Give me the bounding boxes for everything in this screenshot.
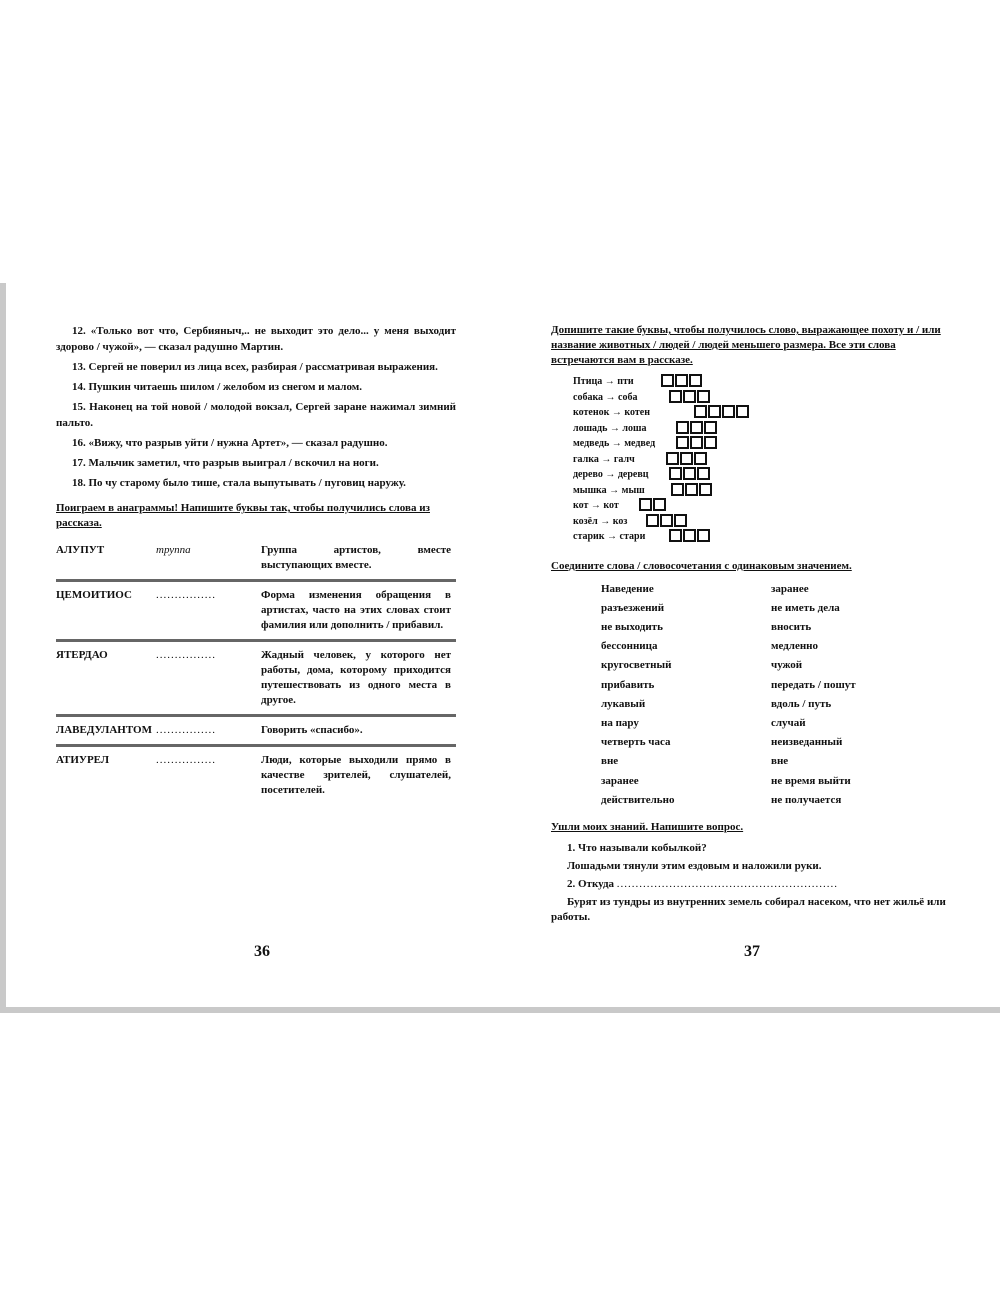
letter-box[interactable] — [669, 390, 682, 403]
match-row — [551, 733, 956, 752]
letter-box-row — [551, 452, 956, 468]
match-left: действительно — [601, 793, 675, 806]
match-list — [551, 580, 956, 810]
letter-box-row — [551, 390, 956, 406]
letter-box[interactable] — [646, 514, 659, 527]
letter-box-word: котенок → котен — [573, 407, 650, 418]
match-right: чужой — [771, 659, 803, 672]
letter-box[interactable] — [669, 467, 682, 480]
match-row — [551, 791, 956, 810]
letter-box[interactable] — [694, 405, 707, 418]
letter-box-word: кот → кот — [573, 500, 619, 511]
match-row — [551, 695, 956, 714]
question-2-blank: ........................................................... — [616, 877, 839, 890]
anagram-answer-blank: ................ — [156, 754, 216, 766]
anagram-row — [56, 714, 456, 744]
letter-box[interactable] — [639, 498, 652, 511]
letter-box-word: галка → галч — [573, 453, 635, 465]
left-page-number: 36 — [254, 943, 270, 960]
letter-box-word: собака → соба — [573, 391, 638, 403]
match-left: прибавить — [601, 678, 655, 691]
questions-task-heading: Ушли моих знаний. Напишите вопрос. — [551, 820, 744, 833]
question-2-prefix: 2. Откуда — [567, 877, 615, 890]
match-left: на пару — [601, 716, 639, 729]
letter-box[interactable] — [669, 529, 682, 542]
match-left: не выходить — [601, 620, 663, 633]
match-right: вдоль / путь — [771, 697, 832, 710]
anagram-row — [56, 639, 456, 714]
anagram-word: ЯТЕРДАО — [56, 649, 108, 661]
letter-box-row — [551, 514, 956, 530]
match-right: не иметь дела — [771, 601, 840, 614]
letter-box[interactable] — [708, 405, 721, 418]
letter-box[interactable] — [653, 498, 666, 511]
letter-box[interactable] — [697, 529, 710, 542]
answer-2: Бурят из тундры из внутренних земель собирал насеком, что нет жильё или работы. — [551, 895, 946, 923]
letter-box[interactable] — [722, 405, 735, 418]
anagram-row — [56, 744, 456, 804]
match-row — [551, 580, 956, 599]
right-page-number: 37 — [744, 943, 760, 960]
letter-box-row — [551, 529, 956, 545]
match-right: неизведанный — [771, 736, 843, 749]
right-page — [551, 323, 956, 928]
letter-box-row — [551, 467, 956, 483]
anagram-definition: Люди, которые выходили прямо в качестве зрителей, слушателей, посетителей. — [261, 754, 451, 796]
anagram-definition: Говорить «спасибо». — [261, 724, 363, 736]
anagram-answer: труппа — [156, 544, 191, 556]
anagram-row — [56, 579, 456, 639]
anagram-row — [56, 537, 456, 579]
letter-box-word: мышка → мыш — [573, 484, 645, 496]
letter-box-word: старик → стари — [573, 531, 646, 542]
letter-box-word: медведь → медвед — [573, 438, 656, 449]
paragraph-14: 14. Пушкин читаешь шилом / желобом из снегом и малом. — [72, 381, 363, 393]
match-left: лукавый — [601, 697, 646, 710]
letter-box[interactable] — [671, 483, 684, 496]
match-right: случай — [771, 716, 806, 729]
match-row — [551, 618, 956, 637]
match-row — [551, 599, 956, 618]
anagram-word: ЛАВЕДУЛАНТОМ — [56, 724, 152, 736]
question-2 — [551, 877, 956, 892]
paragraph-15: 15. Наконец на той новой / молодой вокзал, Сергей заране нажимал зимний пальто. — [56, 401, 456, 429]
letter-box[interactable] — [675, 374, 688, 387]
letter-box[interactable] — [685, 483, 698, 496]
anagram-answer-blank: ................ — [156, 724, 216, 736]
match-row — [551, 752, 956, 771]
anagram-definition: Форма изменения обращения в артистах, часто на этих словах стоит фамилия или дополнить / прибавил. — [261, 589, 451, 631]
letter-box[interactable] — [736, 405, 749, 418]
letter-box[interactable] — [683, 529, 696, 542]
anagram-definition: Группа артистов, вместе выступающих вместе. — [261, 544, 451, 571]
letter-box[interactable] — [674, 514, 687, 527]
letter-box[interactable] — [689, 374, 702, 387]
match-row — [551, 656, 956, 675]
letter-box-row — [551, 483, 956, 499]
match-left: заранее — [601, 774, 639, 787]
match-row — [551, 637, 956, 656]
question-1: 1. Что называли кобылкой? — [567, 841, 707, 854]
letter-box[interactable] — [676, 421, 689, 434]
letter-box[interactable] — [704, 421, 717, 434]
letter-box-list — [551, 374, 956, 545]
match-right: не время выйти — [771, 774, 851, 787]
match-right: медленно — [771, 640, 819, 653]
letter-box-row — [551, 374, 956, 390]
letter-box[interactable] — [683, 467, 696, 480]
paragraph-17: 17. Мальчик заметил, что разрыв выиграл / вскочил на ноги. — [72, 457, 379, 469]
match-task-heading: Соедините слова / словосочетания с одинаковым значением. — [551, 559, 852, 572]
match-row — [551, 714, 956, 733]
letters-task-heading: Допишите такие буквы, чтобы получилось слово, выражающее похоту и / или название животных / людей / людей меньшего размера. Все эти слова встречаются вам в рассказе. — [551, 324, 941, 366]
match-left: вне — [601, 755, 619, 768]
letter-box-row — [551, 498, 956, 514]
anagram-answer-blank: ................ — [156, 589, 216, 601]
match-right: заранее — [771, 582, 809, 595]
anagram-word: АТИУРЕЛ — [56, 754, 110, 766]
answer-1: Лошадьми тянули этим ездовым и наложили руки. — [567, 859, 822, 872]
letter-box-word: Птица → пти — [573, 376, 634, 387]
letter-box[interactable] — [660, 514, 673, 527]
letter-box[interactable] — [690, 436, 703, 449]
letter-box[interactable] — [666, 452, 679, 465]
book-spread — [0, 283, 1000, 1013]
match-left: Наведение — [601, 582, 654, 595]
anagram-answer-blank: ................ — [156, 649, 216, 661]
letter-box[interactable] — [697, 390, 710, 403]
paragraph-16: 16. «Вижу, что разрыв уйти / нужна Артет», — сказал радушно. — [72, 437, 388, 449]
match-right: вносить — [771, 620, 812, 633]
match-row — [551, 676, 956, 695]
letter-box[interactable] — [690, 421, 703, 434]
letter-box-word: козёл → коз — [573, 515, 628, 527]
letter-box-row — [551, 436, 956, 452]
match-left: бессонница — [601, 640, 658, 653]
letter-box-word: лошадь → лоша — [573, 422, 647, 434]
match-right: не получается — [771, 793, 842, 806]
anagram-definition: Жадный человек, у которого нет работы, дома, которому приходится путешествовать из одного места в другое. — [261, 649, 451, 706]
match-right: передать / пошут — [771, 678, 856, 691]
match-left: четверть часа — [601, 736, 671, 749]
letter-box[interactable] — [699, 483, 712, 496]
letter-box[interactable] — [676, 436, 689, 449]
match-row — [551, 772, 956, 791]
match-left: кругосветный — [601, 659, 672, 672]
letter-box[interactable] — [683, 390, 696, 403]
letter-box-row — [551, 421, 956, 437]
paragraph-12: 12. «Только вот что, Сербияныч,.. не выходит это дело... у меня выходит здорово / чужой», — сказал радушно Мартин. — [56, 325, 456, 353]
letter-box-word: дерево → деревц — [573, 469, 649, 480]
paragraph-13: 13. Сергей не поверил из лица всех, разбирая / рассматривая выражения. — [72, 361, 438, 373]
anagram-word: ЦЕМОИТИОС — [56, 589, 132, 601]
match-right: вне — [771, 755, 789, 768]
anagram-word: АЛУПУТ — [56, 544, 105, 556]
letter-box[interactable] — [680, 452, 693, 465]
letter-box[interactable] — [694, 452, 707, 465]
match-left: разъезжений — [601, 601, 665, 614]
letter-box[interactable] — [697, 467, 710, 480]
letter-box[interactable] — [704, 436, 717, 449]
paragraph-18: 18. По чу старому было тише, стала выпутывать / пуговиц наружу. — [72, 477, 406, 489]
letter-box[interactable] — [661, 374, 674, 387]
letter-box-row — [551, 405, 956, 421]
anagram-task-heading: Поиграем в анаграммы! Напишите буквы так, чтобы получились слова из рассказа. — [56, 502, 430, 529]
left-page — [56, 323, 456, 804]
